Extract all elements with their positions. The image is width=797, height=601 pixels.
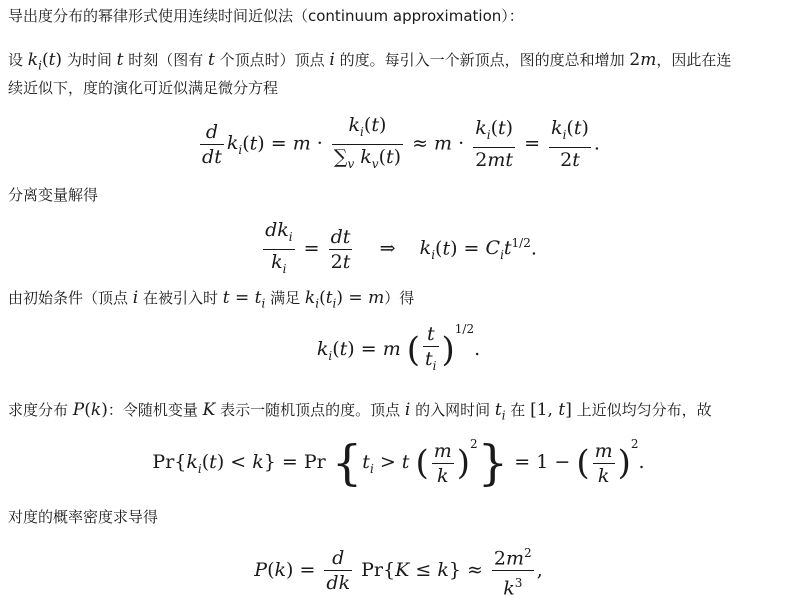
equation-separated: $\frac{dk_i}{k_i}$ = $\frac{dt}{2t}$ ⇒ $k_i(t) = C_it^{1/2}$. xyxy=(265,219,537,276)
density-text: 对度的概率密度求导得 xyxy=(8,508,159,526)
equation-density: P(k) = $\frac{d}{dk}$ Pr{K ≤ k} ≈ $\frac{2m^2}{k^3}$ , xyxy=(0,541,797,601)
intro-text: 导出度分布的幂律形式使用连续时间近似法（continuum approximation）： xyxy=(8,7,524,25)
equation-probability: $Pr\{k_i(t) < k\} = Pr$ {$t_i > t$ ( $\frac{m}{k}$ )$^2$} = 1 − ( $\frac{m}{k}$ )$^2$. xyxy=(152,435,645,491)
separate-text: 分离变量解得 xyxy=(8,186,99,204)
equation-differential: $\frac{d}{dt}$ $k_i(t) = m$ · $\frac{k_i(t)}{\sum_v k_v(t)}$ ≈ m · $\frac{k_i(t)}{2mt}$ = $\frac{k_i(t)}{2t}$ . xyxy=(202,114,600,172)
setup-line-1: 设 $k_i(t)$ 为时间 t 时刻（图有 t 个顶点时）顶点 i 的度。每引入一个新顶点，图的度总和增加 2m，因此在连 xyxy=(8,50,732,73)
setup-line-2: 续近似下，度的演化可近似满足微分方程 xyxy=(8,79,279,97)
distribution-text: 求度分布 P(k)：令随机变量 K 表示一随机顶点的度。顶点 i 的入网时间 $t_i$ 在 [1, t] 上近似均匀分布，故 xyxy=(8,400,712,423)
initial-condition-text: 由初始条件（顶点 i 在被引入时 $t = t_i$ 满足 $k_i(t_i) = m$）得 xyxy=(8,288,415,311)
equation-solution: $k_i(t) = m$ ( $\frac{t}{t_i}$ )$^{1/2}$. xyxy=(316,322,481,373)
